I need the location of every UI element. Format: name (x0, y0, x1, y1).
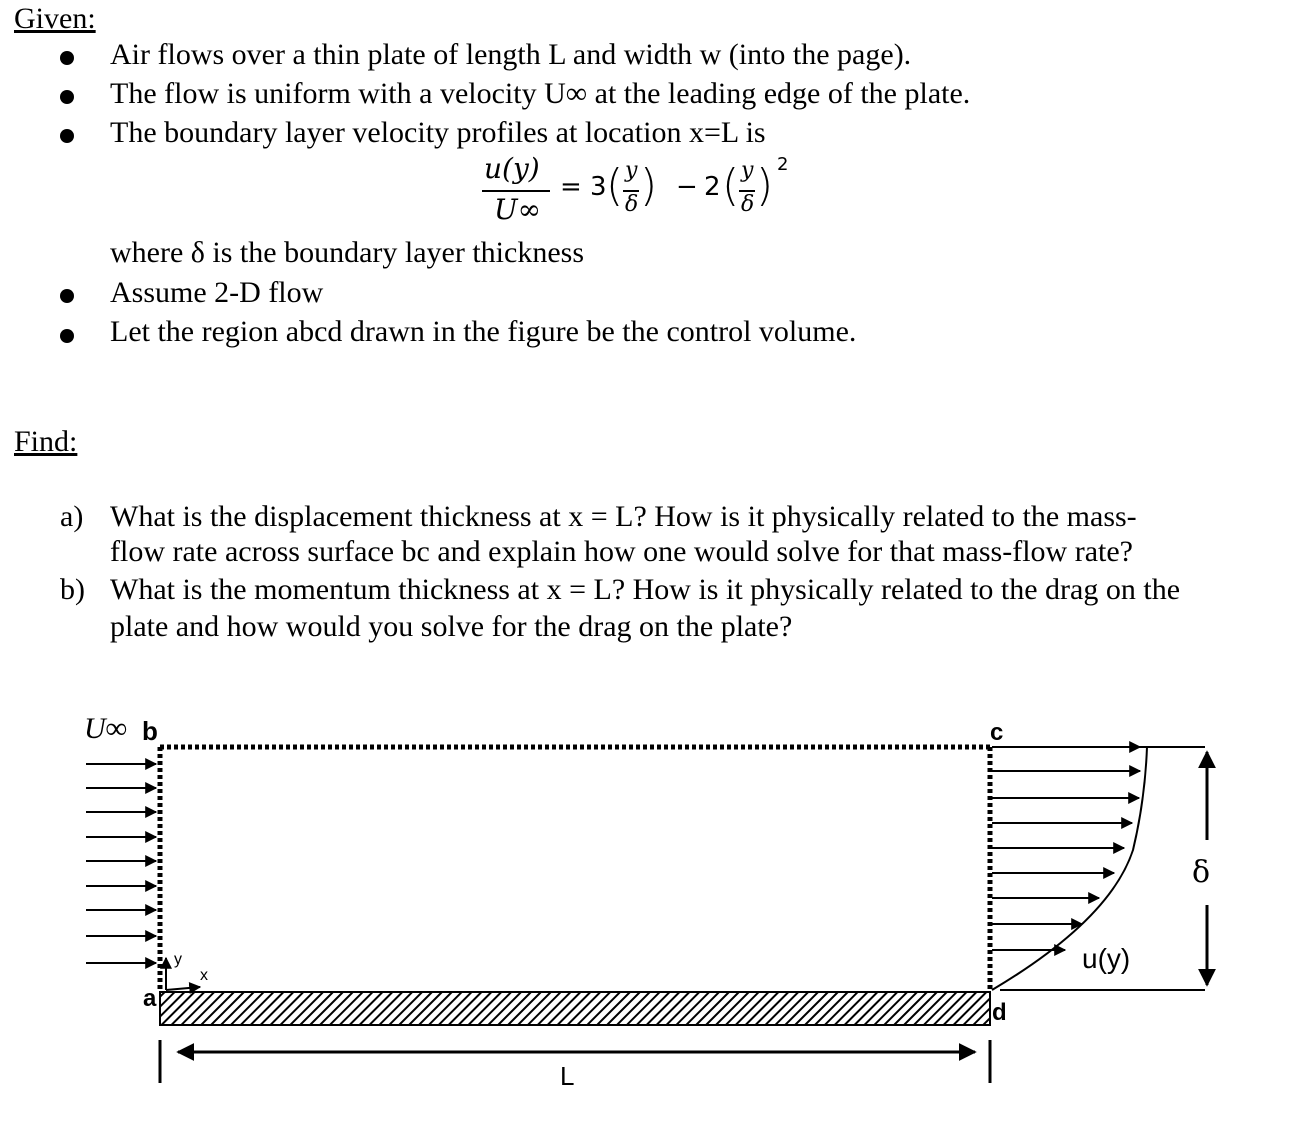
x-axis-arrow (166, 987, 200, 990)
bullet-dot (60, 329, 74, 343)
question-a-label: a) (60, 500, 84, 533)
bullet-dot (60, 289, 74, 303)
corner-b-label: b (142, 716, 158, 746)
eq-minus: − (676, 172, 698, 202)
eq-equals: = (560, 172, 582, 202)
eq-exponent: 2 (777, 154, 789, 175)
question-b-line-2: plate and how would you solve for the drag on the plate? (110, 610, 793, 643)
eq-lhs-numerator: u(y) (484, 152, 540, 185)
x-axis-label: x (200, 967, 208, 984)
question-a-line-1: What is the displacement thickness at x = L? How is it physically related to the mass- (110, 500, 1137, 533)
given-item-1: Air flows over a thin plate of length L and width w (into the page). (110, 38, 912, 71)
u-infinity-label: U∞ (84, 712, 128, 745)
eq-coef-2: 2 (704, 172, 721, 202)
question-b-label: b) (60, 573, 85, 606)
length-label: L (560, 1061, 575, 1091)
eq-frac-den: δ (625, 192, 639, 217)
find-heading: Find: (14, 425, 78, 458)
where-text: where δ is the boundary layer thickness (110, 236, 584, 269)
velocity-profile-arrows (992, 747, 1140, 950)
eq-frac-num: y (741, 158, 754, 183)
bullet-dot (60, 90, 74, 104)
flat-plate (160, 992, 990, 1025)
given-item-3: The boundary layer velocity profiles at location x=L is (110, 116, 766, 149)
y-axis-label: y (174, 951, 182, 968)
question-a-line-2: flow rate across surface bc and explain how one would solve for that mass-flow rate? (110, 535, 1133, 568)
given-item-5 (110, 315, 856, 349)
control-volume-figure (0, 700, 1290, 1137)
eq-lhs-denominator: U∞ (494, 193, 541, 226)
eq-frac-den: δ (741, 192, 755, 217)
eq-coef-1: 3 (590, 172, 607, 202)
control-volume-boundary (160, 747, 990, 990)
question-b-line-1: What is the momentum thickness at x = L? How is it physically related to the drag on the (110, 573, 1181, 606)
corner-d-label: d (992, 999, 1007, 1026)
eq-paren-close: ) (640, 160, 658, 211)
given-item-2: The flow is uniform with a velocity U∞ at the leading edge of the plate. (110, 77, 971, 110)
bullet-dot (60, 129, 74, 143)
corner-a-label: a (143, 985, 157, 1012)
given-item-4: Assume 2-D flow (110, 276, 324, 309)
eq-paren-open: ( (722, 160, 740, 211)
control-volume-text: Let the region abcd drawn in the figure be the control volume. (110, 315, 857, 348)
eq-paren-close: ) (756, 160, 774, 211)
eq-frac-num: y (625, 158, 638, 183)
eq-paren-open: ( (606, 160, 624, 211)
corner-c-label: c (990, 719, 1004, 746)
profile-label: u(y) (1082, 943, 1131, 974)
bullet-dot (60, 51, 74, 65)
eq-fraction-bar (482, 190, 550, 192)
delta-label: δ (1192, 855, 1211, 890)
given-heading: Given: (14, 2, 96, 35)
uniform-inflow-arrows (86, 764, 156, 963)
